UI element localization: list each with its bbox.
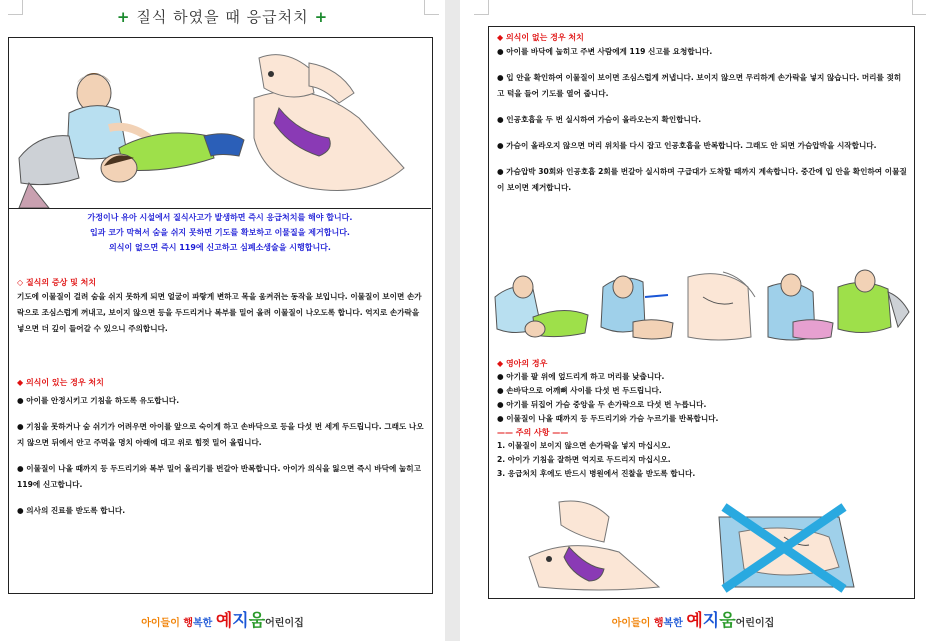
list-item: ● 아이를 안정시키고 기침을 하도록 유도합니다. xyxy=(17,396,180,405)
left-page xyxy=(0,0,445,641)
note-item: 1. 이물질이 보이지 않으면 손가락을 넣지 마십시오. xyxy=(497,441,671,450)
note-item: 2. 아이가 기침을 잘하면 억지로 두드리지 마십시오. xyxy=(497,455,671,464)
plus-icon: + xyxy=(116,8,131,26)
list-item: ● 가슴압박 30회와 인공호흡 2회를 번갈아 실시하며 구급대가 도착할 때까지 계속합니다. 중간에 입 안을 확인하여 이물질이 보이면 제거합니다. xyxy=(497,167,907,192)
intro-line: 가정이나 유아 시설에서 질식사고가 발생하면 즉시 응급처치를 해야 합니다. xyxy=(87,213,353,222)
note-item: 3. 응급처치 후에도 반드시 병원에서 진찰을 받도록 합니다. xyxy=(497,469,696,478)
plus-icon: + xyxy=(314,8,329,26)
right-page xyxy=(460,0,926,641)
section-heading: ◆ 의식이 있는 경우 처치 xyxy=(17,378,104,387)
crop-mark xyxy=(474,0,489,15)
footer-logo: 아이들이 행복한 예지움어린이집 xyxy=(141,611,304,631)
list-item: ● 이물질이 나올 때까지 등 두드리기와 가슴 누르기를 반복합니다. xyxy=(497,414,719,423)
list-item: ● 입 안을 확인하여 이물질이 보이면 조심스럽게 꺼냅니다. 보이지 않으면 무리하게 손가락을 넣지 않습니다. 머리를 젖히고 턱을 들어 기도를 열어 줍니다. xyxy=(497,73,902,98)
list-item: ● 아기를 팔 위에 엎드리게 하고 머리를 낮춥니다. xyxy=(497,372,665,381)
section-text: 기도에 이물질이 걸려 숨을 쉬지 못하게 되면 얼굴이 파랗게 변하고 목을 움켜쥐는 동작을 보입니다. 이물질이 보이면 손가락으로 조심스럽게 꺼내고, 보이지 않으면 등을 두드리거나 복부를 밀어 올려 이물질이 나오도록 합니다. 억지로 손가락을 넣으면 더 깊이 들어갈 수 있으니 주의합니다. xyxy=(17,292,422,333)
rescue-illustration xyxy=(9,38,431,208)
section-heading: ◇ 질식의 증상 및 처치 xyxy=(17,278,97,287)
section-conscious xyxy=(17,376,427,529)
list-item: ● 의사의 진료를 받도록 합니다. xyxy=(17,506,126,515)
content-frame xyxy=(8,37,433,594)
list-item: ● 이물질이 나올 때까지 등 두드리기와 복부 밀어 올리기를 번갈아 반복합니다. 아이가 의식을 잃으면 즉시 바닥에 눕히고 119에 신고합니다. xyxy=(17,464,421,489)
list-item: ● 아이를 바닥에 눕히고 주변 사람에게 119 신고를 요청합니다. xyxy=(497,47,713,56)
list-item: ● 아기를 뒤집어 가슴 중앙을 두 손가락으로 다섯 번 누릅니다. xyxy=(497,400,707,409)
list-item: ● 기침을 못하거나 숨 쉬기가 어려우면 아이를 앞으로 숙이게 하고 손바닥으로 등을 다섯 번 세게 두드립니다. 그래도 나오지 않으면 뒤에서 안고 주먹을 명치 아래에 대고 위로 힘껏 밀어 올립니다. xyxy=(17,422,424,447)
illustration-panel xyxy=(9,38,431,209)
intro-block xyxy=(9,210,431,255)
cpr-steps-illustration xyxy=(493,267,911,343)
section-symptoms xyxy=(17,276,427,337)
list-item: ● 가슴이 올라오지 않으면 머리 위치를 다시 잡고 인공호흡을 반복합니다. 그래도 안 되면 가슴압박을 시작합니다. xyxy=(497,141,877,150)
intro-line: 의식이 없으면 즉시 119에 신고하고 심폐소생술을 시행합니다. xyxy=(109,243,331,252)
section-unconscious xyxy=(497,31,907,206)
sub-heading: —— 주의 사항 —— xyxy=(497,428,569,437)
section-heading: ◆ 의식이 없는 경우 처치 xyxy=(497,33,584,42)
section-infant xyxy=(497,357,907,481)
footer-logo: 아이들이 행복한 예지움어린이집 xyxy=(611,611,775,631)
infant-illustration xyxy=(509,497,899,593)
content-frame xyxy=(488,26,915,599)
page-title: + 질식 하였을 때 응급처치 + xyxy=(116,8,329,26)
list-item: ● 손바닥으로 어깨뼈 사이를 다섯 번 두드립니다. xyxy=(497,386,662,395)
section-heading: ◆ 영아의 경우 xyxy=(497,359,548,368)
intro-line: 입과 코가 막혀서 숨을 쉬지 못하면 기도를 확보하고 이물질을 제거합니다. xyxy=(90,228,350,237)
list-item: ● 인공호흡을 두 번 실시하여 가슴이 올라오는지 확인합니다. xyxy=(497,115,702,124)
crop-mark xyxy=(912,0,926,15)
